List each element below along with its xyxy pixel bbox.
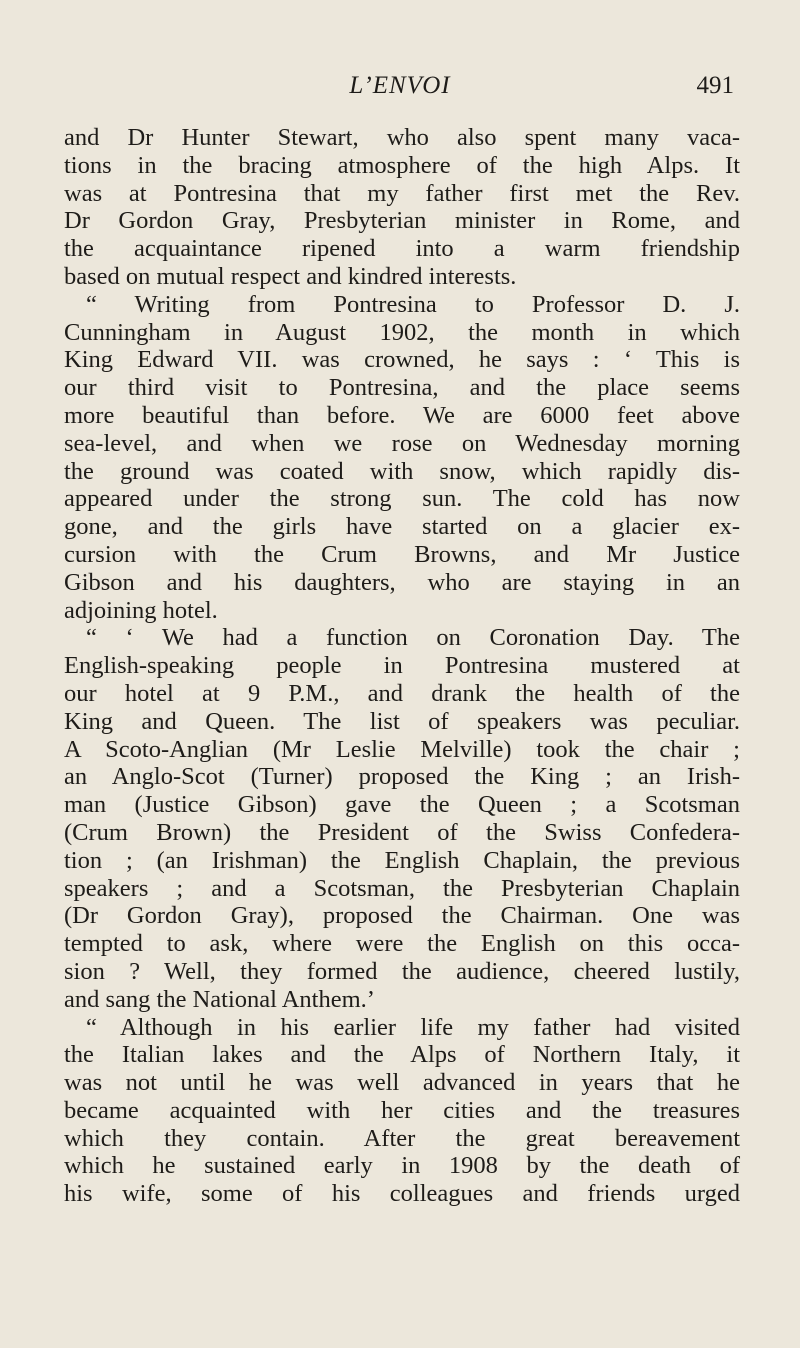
text-line: cursion with the Crum Browns, and Mr Justice (64, 540, 740, 568)
text-line: sion ? Well, they formed the audience, cheered lustily, (64, 957, 740, 985)
text-line: the ground was coated with snow, which rapidly dis- (64, 457, 740, 485)
text-line: the Italian lakes and the Alps of Northern Italy, it (64, 1041, 740, 1069)
text-line: an Anglo-Scot (Turner) proposed the King ; an Irish- (64, 763, 740, 791)
text-line: was at Pontresina that my father first met the Rev. (64, 179, 740, 207)
text-line: adjoining hotel. (64, 596, 218, 624)
text-line: appeared under the strong sun. The cold has now (64, 485, 740, 513)
text-line: King Edward VII. was crowned, he says : ‘ This is (64, 346, 740, 374)
text-line: A Scoto-Anglian (Mr Leslie Melville) took the chair ; (64, 735, 740, 763)
body-text (64, 124, 740, 1208)
text-line: and sang the National Anthem.’ (64, 985, 375, 1013)
text-line: which he sustained early in 1908 by the death of (64, 1152, 740, 1180)
text-line: based on mutual respect and kindred interests. (64, 262, 517, 290)
text-line: man (Justice Gibson) gave the Queen ; a Scotsman (64, 791, 740, 819)
page-header (0, 72, 800, 108)
text-line: tion ; (an Irishman) the English Chaplain, the previous (64, 846, 740, 874)
text-line: “ Writing from Pontresina to Professor D. J. (86, 290, 740, 318)
text-line: speakers ; and a Scotsman, the Presbyterian Chaplain (64, 874, 740, 902)
text-line: became acquainted with her cities and the treasures (64, 1096, 740, 1124)
text-line: sea-level, and when we rose on Wednesday morning (64, 429, 740, 457)
text-line: our hotel at 9 P.M., and drank the health of the (64, 679, 740, 707)
text-line: our third visit to Pontresina, and the place seems (64, 374, 740, 402)
text-line: gone, and the girls have started on a glacier ex- (64, 513, 740, 541)
text-line: tempted to ask, where were the English on this occa- (64, 930, 740, 958)
text-line: Gibson and his daughters, who are staying in an (64, 568, 740, 596)
text-line: English-speaking people in Pontresina mustered at (64, 652, 740, 680)
text-line: “ Although in his earlier life my father had visited (86, 1013, 740, 1041)
running-title: L’ENVOI (349, 72, 451, 99)
text-line: Cunningham in August 1902, the month in which (64, 318, 740, 346)
text-line: Dr Gordon Gray, Presbyterian minister in Rome, and (64, 207, 740, 235)
text-line: his wife, some of his colleagues and friends urged (64, 1180, 740, 1208)
text-line: King and Queen. The list of speakers was peculiar. (64, 707, 740, 735)
text-line: (Dr Gordon Gray), proposed the Chairman. One was (64, 902, 740, 930)
text-line: more beautiful than before. We are 6000 feet above (64, 401, 740, 429)
text-line: the acquaintance ripened into a warm friendship (64, 235, 740, 263)
text-line: which they contain. After the great bereavement (64, 1124, 740, 1152)
page-number: 491 (696, 72, 734, 99)
text-line: “ ‘ We had a function on Coronation Day. The (86, 624, 740, 652)
text-line: was not until he was well advanced in years that he (64, 1069, 740, 1097)
text-line: and Dr Hunter Stewart, who also spent many vaca- (64, 124, 740, 151)
text-line: (Crum Brown) the President of the Swiss Confedera- (64, 818, 740, 846)
text-line: tions in the bracing atmosphere of the high Alps. It (64, 151, 740, 179)
